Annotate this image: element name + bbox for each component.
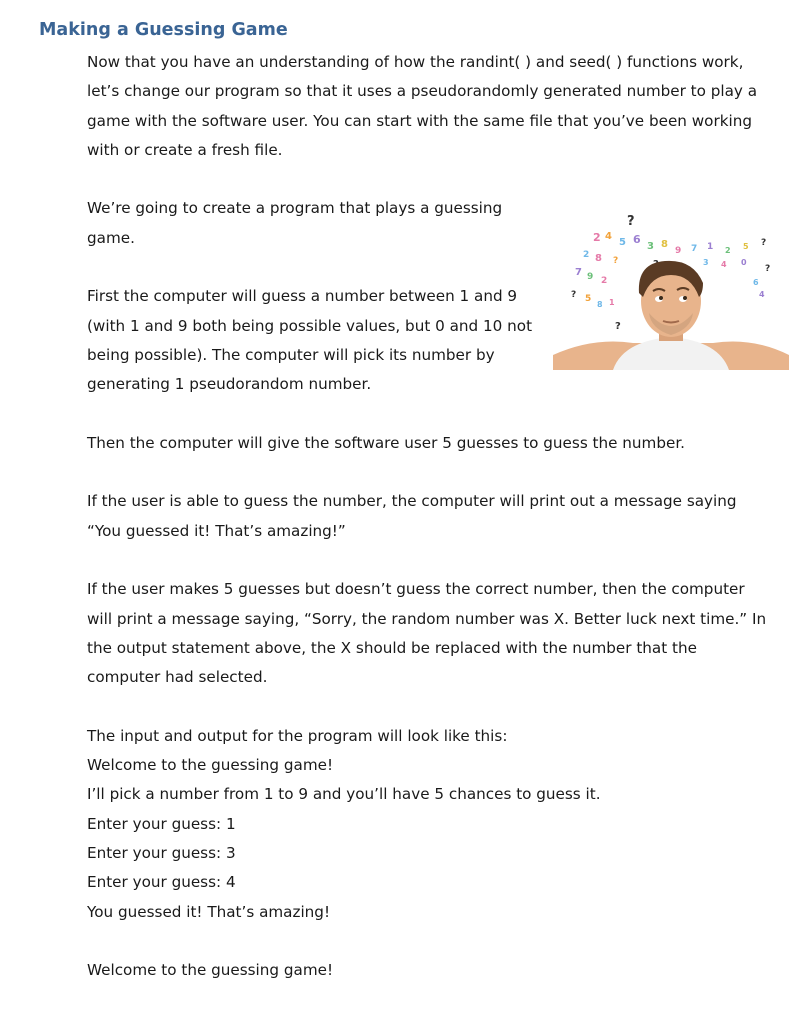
sample-output-line: Welcome to the guessing game!: [87, 961, 334, 980]
svg-text:?: ?: [615, 321, 621, 332]
sample-output-line: Welcome to the guessing game!: [87, 756, 334, 775]
sample-output-line: You guessed it! That’s amazing!: [87, 902, 331, 921]
create-paragraph: We’re going to create a program that plays a guessing game.: [87, 199, 503, 247]
svg-text:?: ?: [765, 264, 771, 274]
svg-text:3: 3: [647, 241, 654, 252]
svg-text:2: 2: [583, 250, 590, 260]
sample-output-line: Enter your guess: 4: [87, 873, 236, 892]
if-guess-paragraph: If the user is able to guess the number, the computer will print out a message saying “You guessed it! That’s amazing!”: [87, 492, 737, 540]
sample-output-line: I’ll pick a number from 1 to 9 and you’ll have 5 chances to guess it.: [87, 785, 601, 804]
then-paragraph: Then the computer will give the software user 5 guesses to guess the number.: [87, 433, 686, 452]
if-fail-paragraph: If the user makes 5 guesses but doesn’t guess the correct number, then the computer will print a message saying, “Sorry, the random number was X. Better luck next time.” In the output statement above, the X should be replaced with the number that the computer had selected.: [87, 580, 767, 687]
svg-text:8: 8: [597, 300, 603, 309]
io-intro-paragraph: The input and output for the program will look like this:: [87, 726, 508, 745]
svg-text:2: 2: [601, 276, 608, 286]
svg-text:3: 3: [703, 258, 709, 267]
svg-text:?: ?: [613, 256, 619, 266]
svg-text:9: 9: [587, 272, 594, 282]
page-heading: Making a Guessing Game: [39, 20, 288, 40]
svg-text:1: 1: [707, 242, 714, 252]
intro-paragraph: Now that you have an understanding of how the randint( ) and seed( ) functions work, let’s change our program so that it uses a pseudorandomly generated number to play a game with the software user. You can start with the same file that you’ve been working with or create a fresh file.: [87, 53, 758, 159]
svg-text:2: 2: [725, 246, 731, 255]
svg-text:2: 2: [593, 231, 601, 244]
svg-text:?: ?: [627, 214, 635, 229]
svg-text:5: 5: [619, 237, 626, 248]
svg-text:8: 8: [661, 239, 668, 250]
svg-text:0: 0: [741, 258, 747, 267]
sample-output-line: Enter your guess: 3: [87, 844, 236, 863]
svg-text:1: 1: [609, 298, 615, 307]
svg-text:8: 8: [595, 253, 602, 264]
first-paragraph: First the computer will guess a number between 1 and 9 (with 1 and 9 both being possible values, but 0 and 10 not being possible). The computer will pick its number by generating 1 pseudorandom number.: [87, 287, 533, 394]
svg-text:?: ?: [761, 238, 767, 248]
svg-text:4: 4: [759, 290, 765, 299]
svg-text:9: 9: [675, 246, 682, 256]
svg-text:5: 5: [585, 294, 592, 304]
svg-text:4: 4: [721, 260, 727, 269]
svg-text:5: 5: [743, 242, 749, 251]
document-body: [87, 48, 767, 986]
svg-text:4: 4: [605, 231, 612, 242]
svg-text:?: ?: [571, 290, 577, 300]
svg-text:6: 6: [753, 278, 759, 287]
svg-text:6: 6: [633, 233, 641, 246]
svg-text:7: 7: [575, 267, 582, 278]
sample-output-line: Enter your guess: 1: [87, 814, 236, 833]
svg-text:7: 7: [691, 244, 698, 254]
